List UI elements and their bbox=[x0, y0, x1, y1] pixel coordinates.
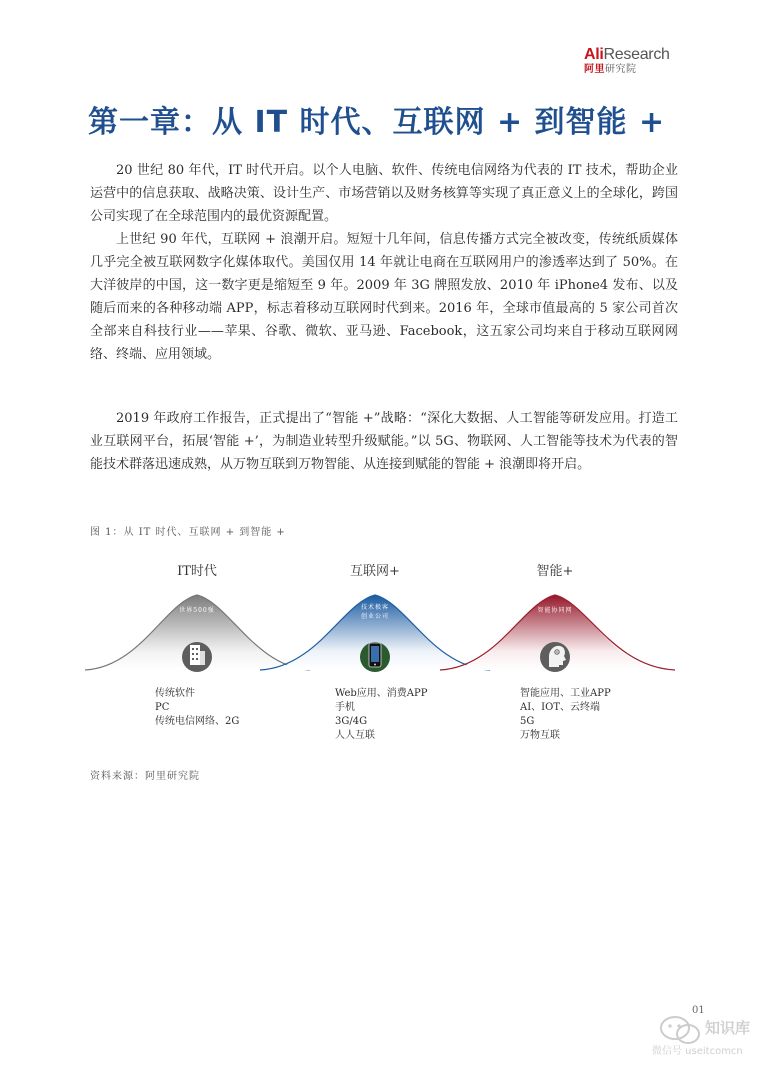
list-item: 手机 bbox=[335, 702, 355, 713]
list-item: 3G/4G bbox=[335, 716, 368, 727]
era-title-intelligence-plus: 智能+ bbox=[536, 564, 574, 579]
era-diagram bbox=[85, 545, 685, 760]
page-number: 01 bbox=[692, 1005, 705, 1016]
paragraph-it-era: 20 世纪 80 年代，IT 时代开启。以个人电脑、软件、传统电信网络为代表的 IT 技术，帮助企业运营中的信息获取、战略决策、设计生产、市场营销以及财务核算等实现了真正意义上的全球化，跨国公司实现了在全球范围内的最优资源配置。 bbox=[90, 163, 678, 224]
building-icon bbox=[182, 642, 212, 672]
list-item: Web应用、消费APP bbox=[335, 688, 428, 699]
list-item: 人人互联 bbox=[335, 730, 375, 741]
era-list-it bbox=[155, 687, 239, 729]
era-title-it: IT时代 bbox=[177, 564, 217, 579]
list-item: 万物互联 bbox=[520, 730, 560, 741]
list-item: 智能应用、工业APP bbox=[520, 688, 611, 699]
aliresearch-logo bbox=[584, 47, 684, 75]
chapter-title: 第一章：从 IT 时代、互联网 + 到智能 + bbox=[88, 105, 666, 140]
list-item: 传统软件 bbox=[155, 688, 195, 699]
era-title-internet-plus: 互联网+ bbox=[350, 564, 400, 579]
curve-label-it: 世界500强 bbox=[179, 607, 215, 614]
list-item: PC bbox=[155, 702, 170, 713]
era-list-intelligence-plus bbox=[520, 687, 611, 743]
paragraph-internet-plus: 上世纪 90 年代，互联网 + 浪潮开启。短短十几年间，信息传播方式完全被改变，传统纸质媒体几乎完全被互联网数字化媒体取代。美国仅用 14 年就让电商在互联网用户的渗透率达到了 50%。在大洋彼岸的中国，这一数字更是缩短至 9 年。2009 年 3G 牌照发放、2010 年 iPhone4 发布、以及随后而来的各种移动端 APP，标志着移动互联网时代到来。2016 年，全球市值最高的 5 家公司首次全部来自科技行业——苹果、谷歌、微软、亚马逊、Facebook，这五家公司均来自于移动互联网网络、终端、应用领域。 bbox=[90, 232, 678, 362]
era-list-internet-plus bbox=[335, 687, 427, 743]
ai-head-icon bbox=[540, 642, 570, 672]
watermark-name: 知识库 bbox=[705, 1019, 751, 1037]
list-item: AI、IOT、云终端 bbox=[520, 702, 600, 713]
curve-label-intelligence-plus: 智能协同网 bbox=[537, 607, 573, 614]
logo-wordmark: AliResearch bbox=[584, 46, 670, 63]
figure-source: 资料来源：阿里研究院 bbox=[90, 771, 200, 782]
list-item: 传统电信网络、2G bbox=[155, 716, 240, 727]
list-item: 5G bbox=[520, 716, 535, 727]
paragraph-intelligence-plus: 2019 年政府工作报告，正式提出了“智能 +”战略：“深化大数据、人工智能等研发应用。打造工业互联网平台，拓展‘智能 +’，为制造业转型升级赋能。”以 5G、物联网、人工智能等技术为代表的智能技术群落迅速成熟，从万物互联到万物智能、从连接到赋能的智能 + 浪潮即将开启。 bbox=[90, 411, 678, 472]
curve-label-internet-plus: 技术极客 创业公司 bbox=[360, 604, 389, 620]
watermark-account: 微信号 useitcomcn bbox=[652, 1046, 743, 1057]
smartphone-icon bbox=[360, 642, 390, 672]
figure-caption: 图 1：从 IT 时代、互联网 + 到智能 + bbox=[90, 527, 286, 538]
logo-cn-name: 阿里研究院 bbox=[584, 64, 637, 75]
